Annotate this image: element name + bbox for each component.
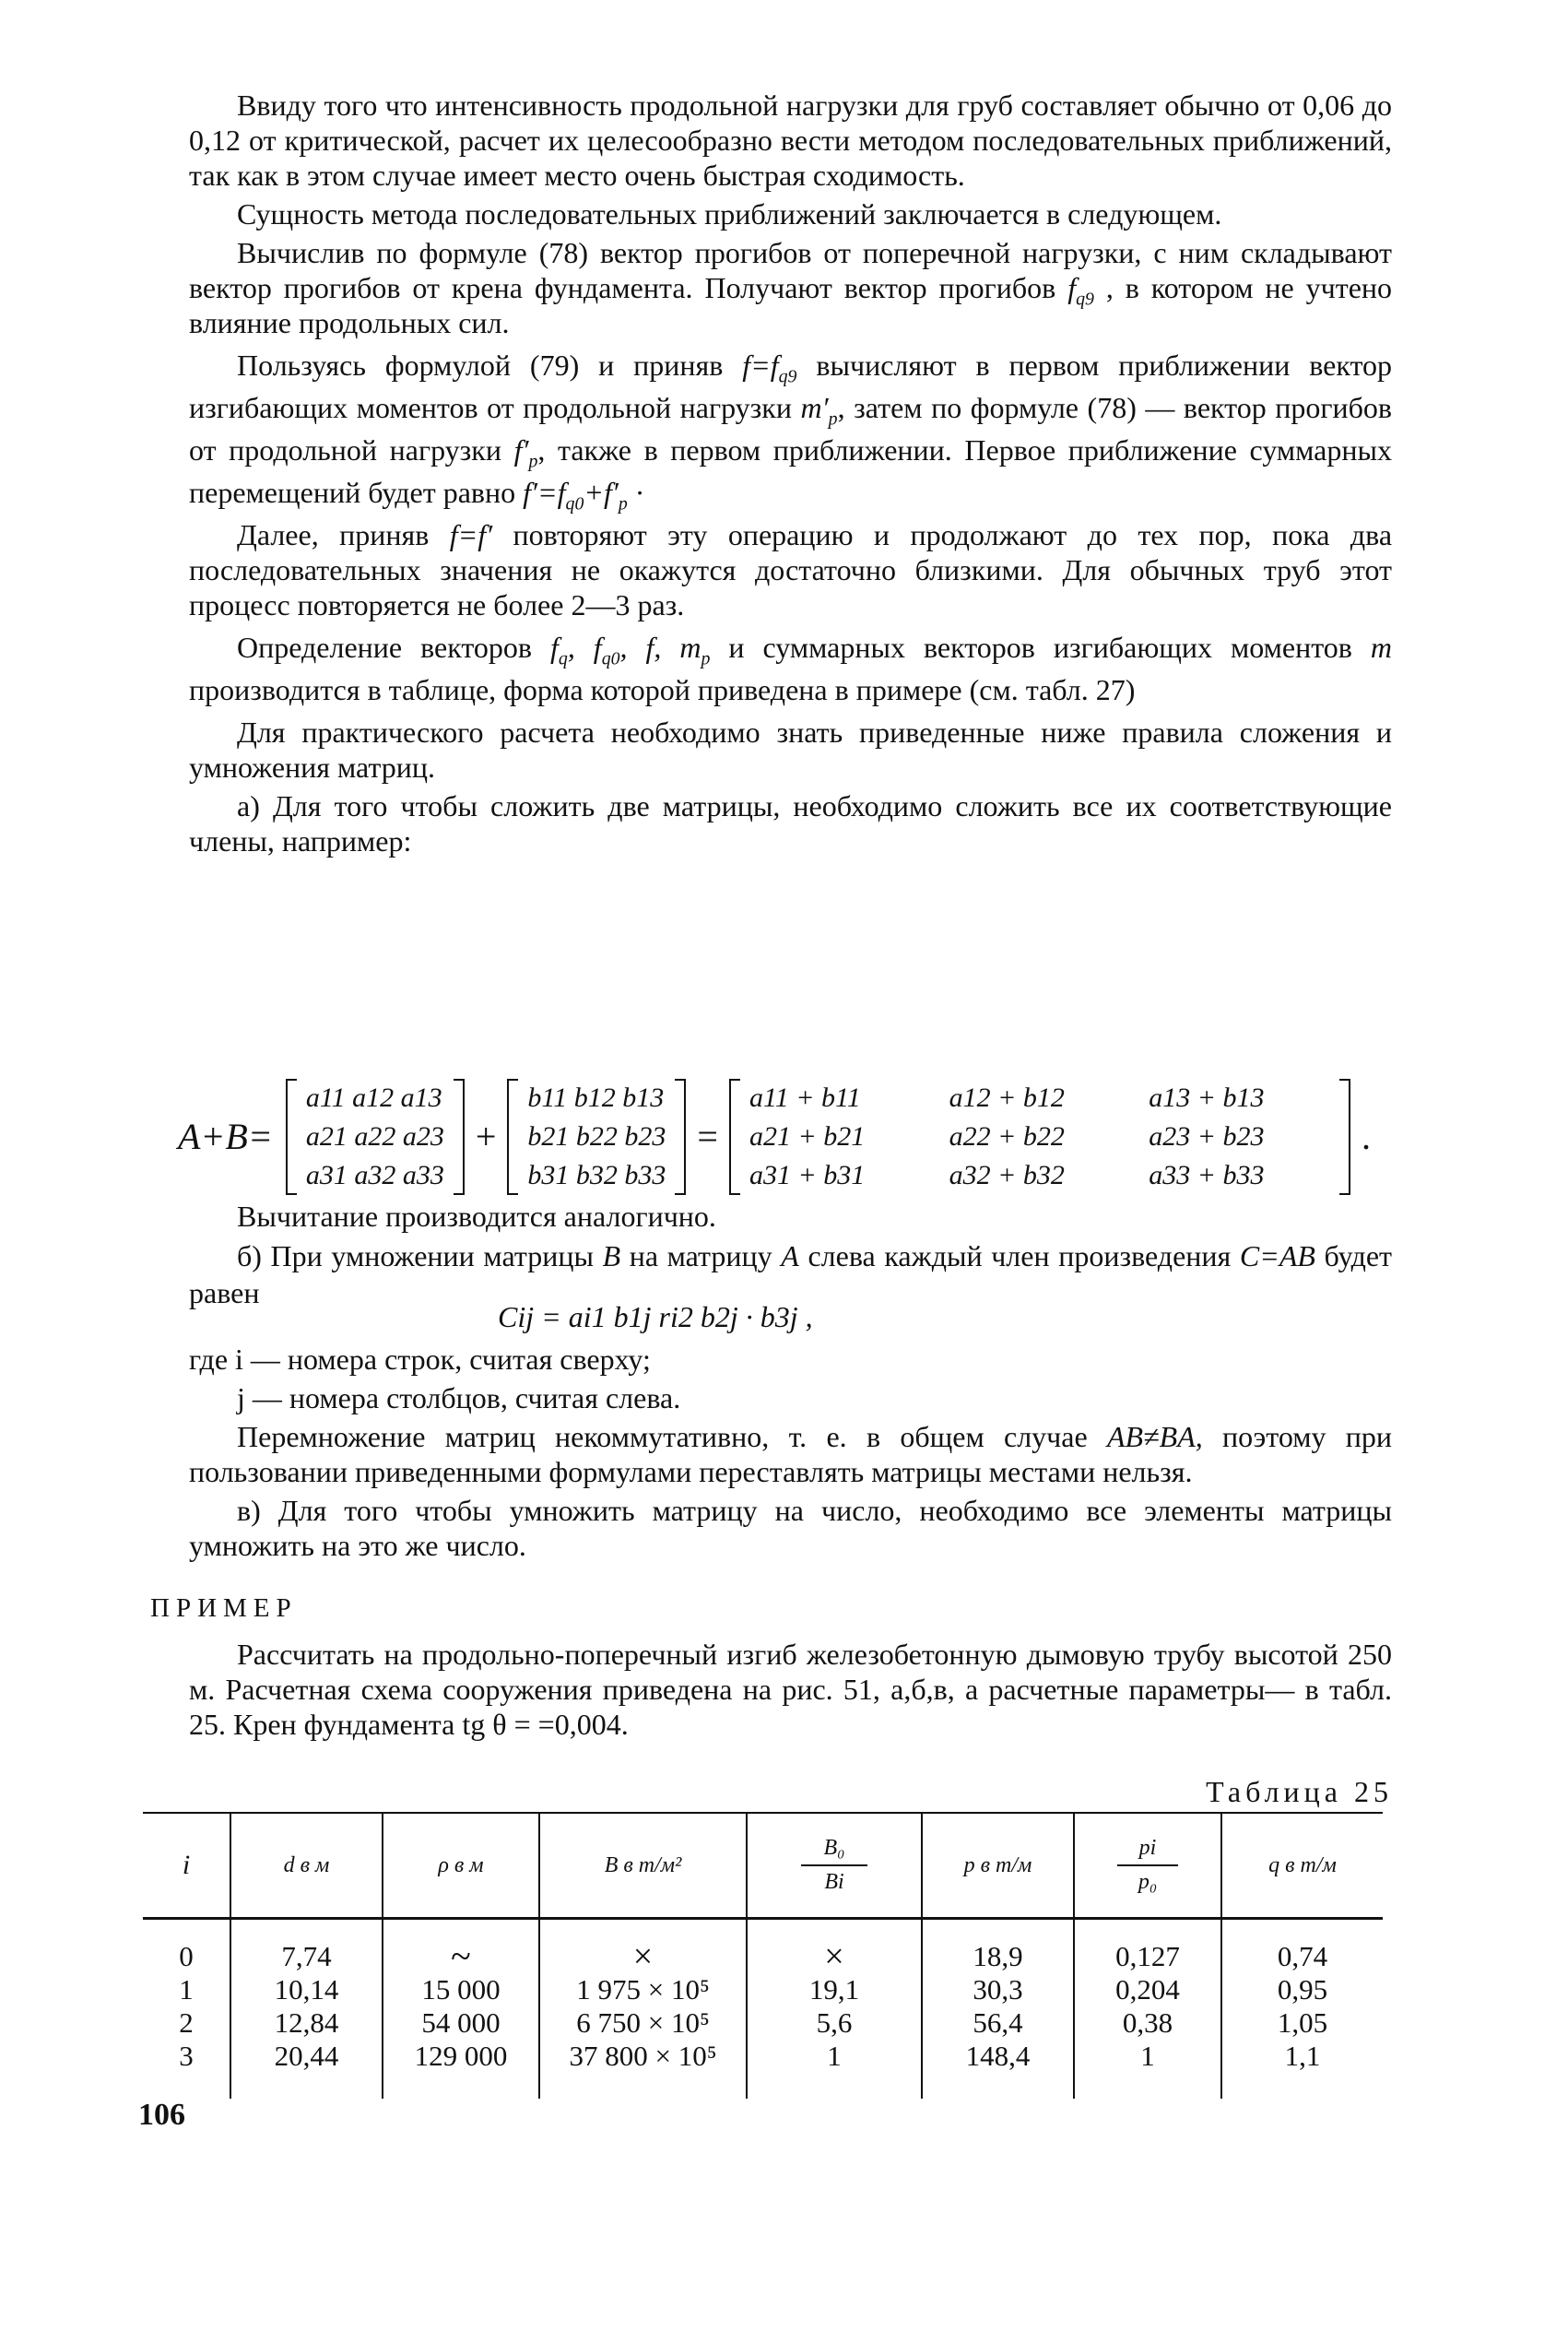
matrix-a: a11 a12 a13 a21 a22 a23 a31 a32 a33	[286, 1079, 465, 1195]
data-table-25	[143, 1812, 1383, 2099]
paragraph-7: Для практического расчета необходимо знать приведенные ниже правила сложения и умножения матриц.	[189, 716, 1392, 784]
paragraph-13: Перемножение матриц некоммутативно, т. е. в общем случае AB≠BA, поэтому при пользовании приведенными формулами переставлять матрицы местами нельзя.	[189, 1420, 1393, 1488]
paragraph-5: Далее, приняв f=f′ повторяют эту операцию и продолжают до тех пор, пока два последовательных значения не окажутся достаточно близкими. Для обычных труб этот процесс повторяется не более 2—3 раз.	[189, 518, 1393, 621]
table-row: 2 12,84 54 000 6 750 × 10⁵ 5,6 56,4 0,38 1,05	[143, 2006, 1383, 2040]
paragraph-14: в) Для того чтобы умножить матрицу на число, необходимо все элементы матрицы умножить на это же число.	[189, 1494, 1392, 1562]
paragraph-9: Вычитание производится аналогично.	[237, 1200, 716, 1233]
example-heading: ПРИМЕР	[150, 1593, 298, 1623]
paragraph-4: Пользуясь формулой (79) и приняв $f=f_{q9}$ вычисляют в первом приближении вектор изгибающих моментов от продольной нагрузки $m'_p$, затем по формуле (78) — вектор прогибов от продольной нагрузки $f'_p$, также в первом приближении. Первое приближение суммарных перемещений будет равно $f'=f_{q0}+f'_p$ ·	[189, 349, 1393, 515]
table-caption: Таблица 25	[1206, 1775, 1393, 1808]
matrix-sum: a11 + b11 a12 + b12 a13 + b13 a21 + b21 a22 + b22 a23 + b23 a31 + b31 a32 + b32 a33 + b33	[729, 1079, 1350, 1195]
paragraph-10: б) При умножении матрицы B на матрицу A слева каждый член произведения C=AB будет равен	[189, 1239, 1393, 1309]
matrix-b: b11 b12 b13 b21 b22 b23 b31 b32 b33	[507, 1079, 686, 1195]
paragraph-3: Вычислив по формуле (78) вектор прогибов от поперечной нагрузки, с ним складывают вектор прогибов от крена фундамента. Получают вектор прогибов $f_{q9}$ , в котором не учтено влияние продольных сил.	[189, 236, 1393, 339]
paragraph-11: где i — номера строк, считая сверху;	[189, 1343, 651, 1376]
table-header-row	[143, 1813, 1383, 1919]
header-b-ratio: $\frac{\text{B₀}}{Bi}$	[747, 1813, 922, 1919]
header-i: i	[143, 1813, 230, 1919]
cij-formula: Cij = ai1 b1j ri2 b2j · b3j ,	[498, 1300, 813, 1333]
header-p: p в т/м	[922, 1813, 1074, 1919]
paragraph-6: Определение векторов $f_q$, $f_{q0}$, f, $m_p$ и суммарных векторов изгибающих моментов m производится в таблице, форма которой приведена в примере (см. табл. 27)	[189, 631, 1393, 706]
paragraph-8: а) Для того чтобы сложить две матрицы, необходимо сложить все их соответствующие члены, например:	[189, 789, 1392, 858]
header-d: d в м	[230, 1813, 383, 1919]
header-q: q в т/м	[1221, 1813, 1383, 1919]
equals-sign: =	[697, 1116, 718, 1157]
matrix-addition-equation: A+B= a11 a12 a13 a21 a22 a23 a31 a32 a33 + b11 b12 b13 b21 b22 b23 b31 b32 b33 = a11 + b11 a12 + b12 a13 + b13 a21 + b21 a22 + b22 a23 + b23 a31 + b31 a32 + b32 a33 + b33 .	[171, 1074, 1406, 1199]
text-block-example	[189, 1637, 1392, 1742]
header-p-ratio: $\frac{pi}{\text{p₀}}$	[1074, 1813, 1221, 1919]
header-b: B в т/м²	[539, 1813, 747, 1919]
table-row: 1 10,14 15 000 1 975 × 10⁵ 19,1 30,3 0,204 0,95	[143, 1973, 1383, 2006]
text-block-top	[189, 88, 1392, 858]
paragraph-15: Рассчитать на продольно-поперечный изгиб железобетонную дымовую трубу высотой 250 м. Расчетная схема сооружения приведена на рис. 51, а,б,в, а расчетные параметры— в табл. 25. Крен фундамента tg θ = =0,004.	[189, 1638, 1392, 1741]
paragraph-2: Сущность метода последовательных приближений заключается в следующем.	[237, 197, 1222, 231]
page-number: 106	[138, 2098, 185, 2132]
plus-sign: +	[475, 1116, 497, 1157]
text-block-middle	[189, 1199, 1392, 1311]
equation-lhs: A+B=	[178, 1116, 273, 1157]
header-rho: ρ в м	[383, 1813, 539, 1919]
table-row: 0 7,74 ~ × × 18,9 0,127 0,74	[143, 1919, 1383, 1974]
text-block-lower	[189, 1342, 1392, 1563]
table-row: 3 20,44 129 000 37 800 × 10⁵ 1 148,4 1 1,1	[143, 2040, 1383, 2099]
paragraph-1: Ввиду того что интенсивность продольной нагрузки для груб составляет обычно от 0,06 до 0,12 от критической, расчет их целесообразно вести методом последовательных приближений, так как в этом случае имеет место очень быстрая сходимость.	[189, 89, 1392, 192]
paragraph-12: j — номера столбцов, считая слева.	[237, 1381, 681, 1414]
